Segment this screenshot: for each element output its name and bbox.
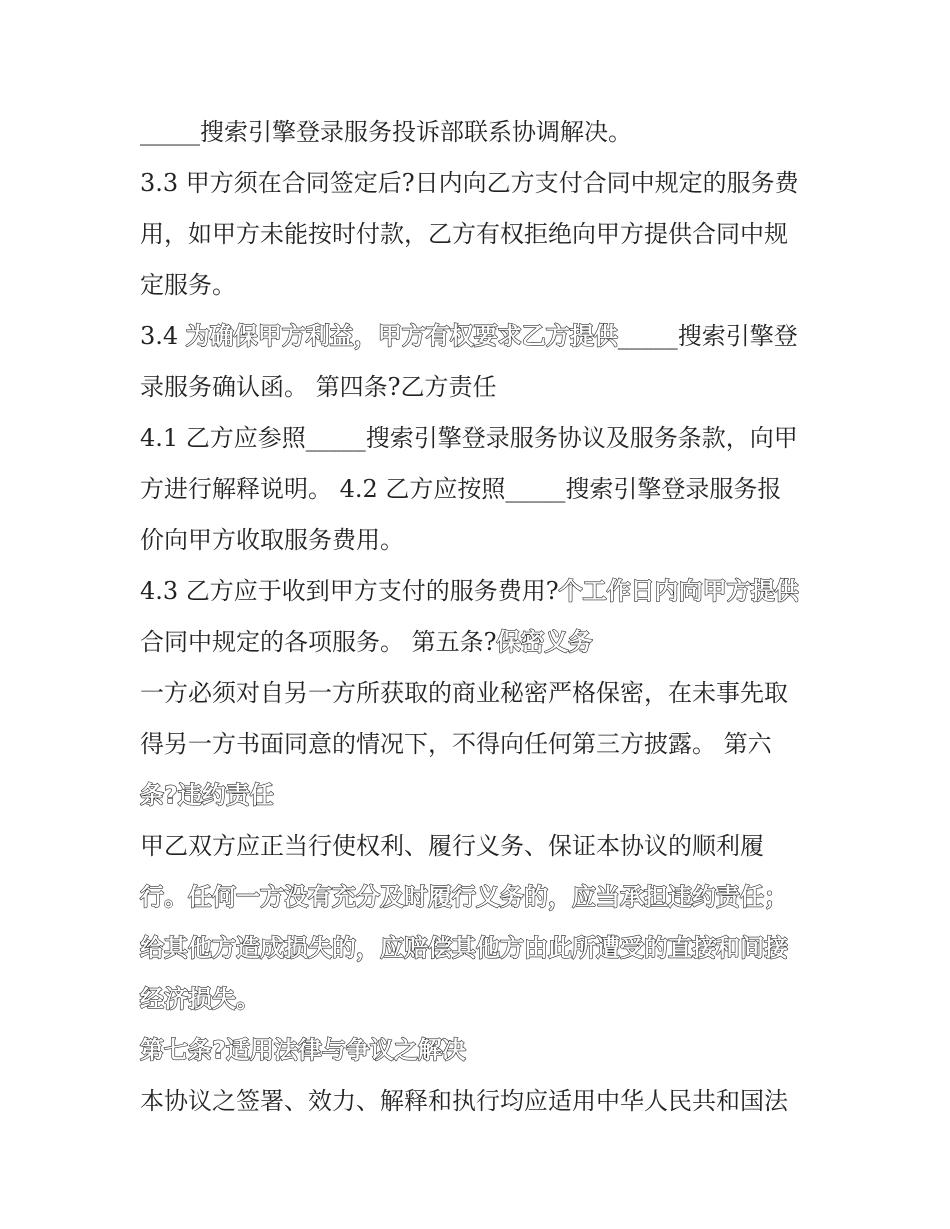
text-line [140, 872, 812, 923]
text-line [140, 1025, 812, 1076]
text-run: 录服务确认函。 第四条?乙方责任 [140, 373, 497, 401]
text-run: 4.3 乙方应于收到甲方支付的服务费用? [140, 577, 559, 605]
text-line [140, 464, 812, 515]
text-run: 定服务。 [140, 271, 236, 299]
text-run: 合同中规定的各项服务。 第五条? [140, 628, 497, 656]
text-line [140, 515, 812, 566]
text-run: 方进行解释说明。 4.2 乙方应按照_____搜索引擎登录服务报 [140, 475, 782, 503]
text-run: 得另一方书面同意的情况下，不得向任何第三方披露。 第六 [140, 730, 772, 758]
text-run: 甲乙双方应正当行使权利、履行义务、保证本协议的顺利履 [140, 832, 764, 860]
text-line [140, 1076, 812, 1127]
text-run: 3.3 甲方须在合同签定后?日内向乙方支付合同中规定的服务费 [140, 169, 799, 197]
text-line [140, 413, 812, 464]
text-run: 一方必须对自另一方所获取的商业秘密严格保密，在未事先取 [140, 679, 788, 707]
text-line [140, 668, 812, 719]
text-line [140, 362, 812, 413]
outlined-text-run: 经济损失。 [140, 985, 260, 1013]
text-line [140, 974, 812, 1025]
outlined-text-run: 给其他方造成损失的，应赔偿其他方由此所遭受的直接和间接 [140, 934, 788, 962]
outlined-text-run: 条?违约责任 [140, 781, 274, 809]
text-line [140, 107, 812, 158]
document-body [140, 107, 812, 1127]
text-run: 4.1 乙方应参照_____搜索引擎登录服务协议及服务条款，向甲 [140, 424, 798, 452]
text-line [140, 770, 812, 821]
text-line [140, 923, 812, 974]
text-run: _____搜索引擎登录服务投诉部联系协调解决。 [140, 118, 632, 146]
text-run: 本协议之签署、效力、解释和执行均应适用中华人民共和国法 [140, 1087, 788, 1115]
text-line [140, 719, 812, 770]
text-line [140, 311, 812, 362]
text-run: 用，如甲方未能按时付款，乙方有权拒绝向甲方提供合同中规 [140, 220, 788, 248]
text-line [140, 821, 812, 872]
text-run: 价向甲方收取服务费用。 [140, 526, 404, 554]
text-run: _____搜索引擎登 [617, 322, 798, 350]
text-line [140, 158, 812, 209]
text-run: 3.4 [140, 322, 186, 350]
outlined-text-run: 为确保甲方利益，甲方有权要求乙方提供 [185, 322, 618, 350]
outlined-text-run: 行。任何一方没有充分及时履行义务的，应当承担违约责任； [140, 883, 788, 911]
text-line [140, 209, 812, 260]
text-line [140, 566, 812, 617]
text-line [140, 617, 812, 668]
outlined-text-run: 个工作日内向甲方提供 [558, 577, 799, 605]
outlined-text-run: 保密义务 [496, 628, 593, 656]
outlined-text-run: 第七条?适用法律与争议之解决 [140, 1036, 466, 1064]
text-line [140, 260, 812, 311]
